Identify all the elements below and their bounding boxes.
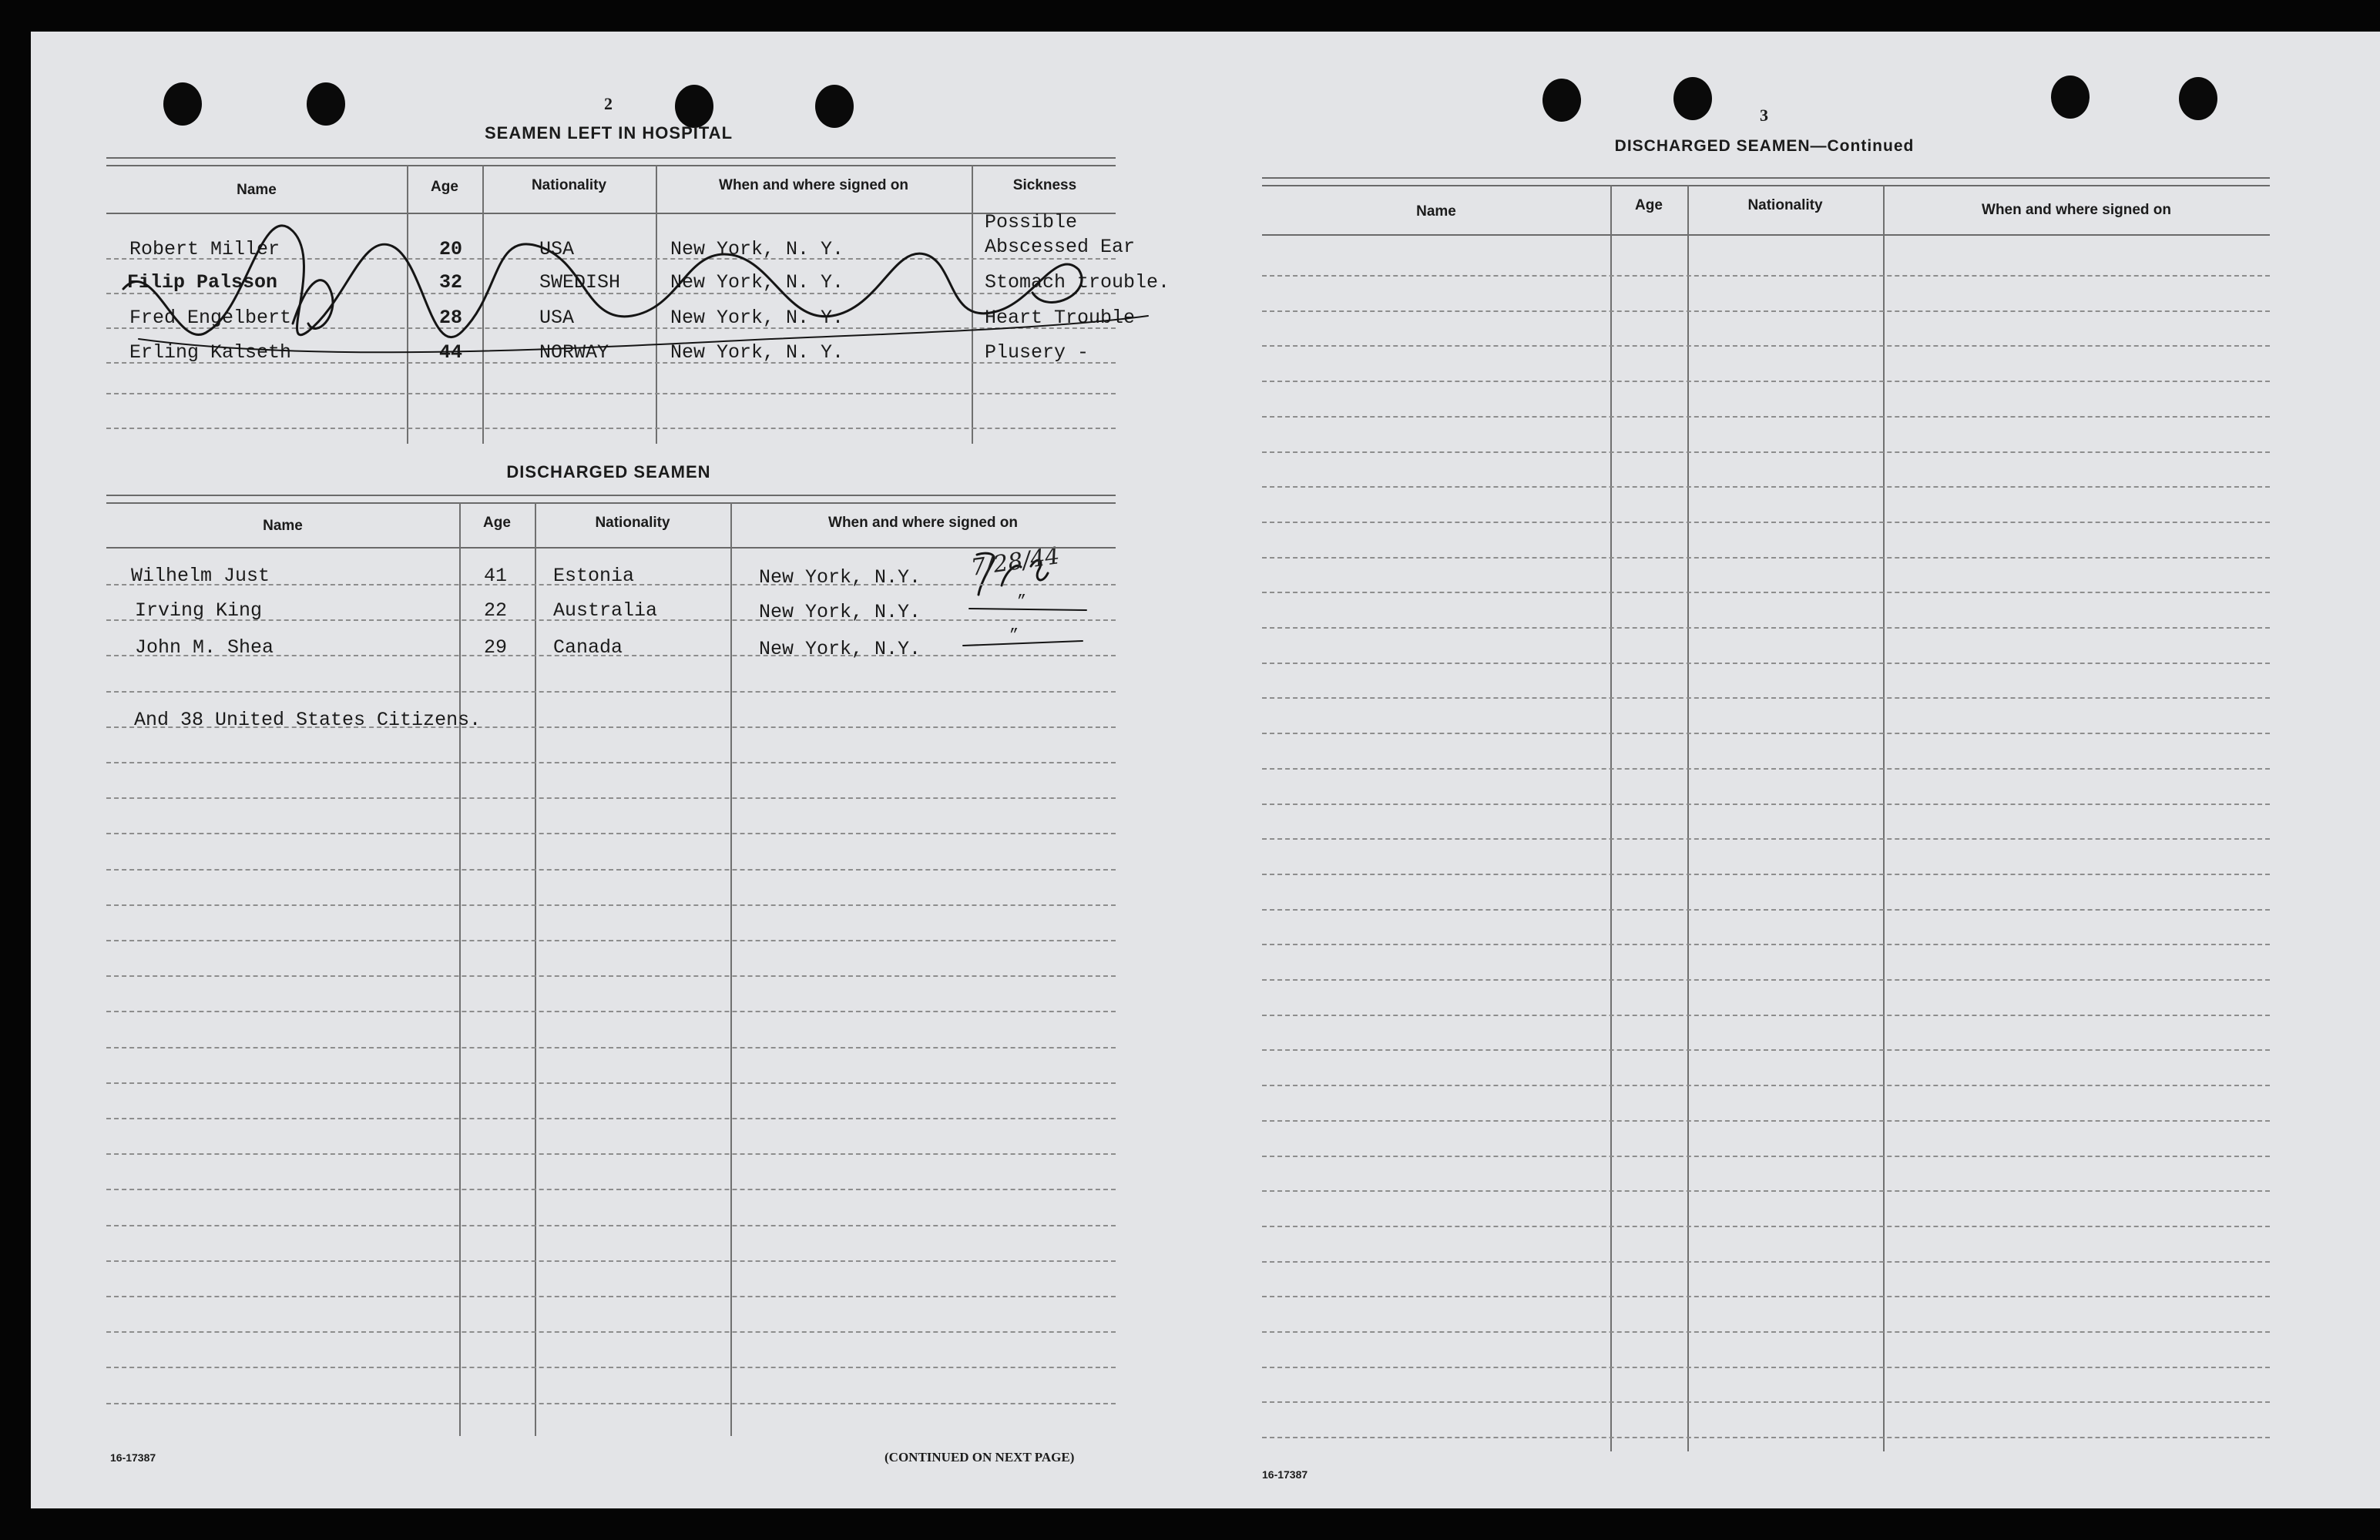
ruled-line [1262, 1437, 2270, 1438]
ruled-line [1262, 1120, 2270, 1122]
seaman-sickness: Heart Trouble [985, 307, 1136, 329]
ruled-line [106, 1118, 1116, 1119]
ruled-line [1262, 944, 2270, 945]
citizens-summary: And 38 United States Citizens. [134, 709, 482, 731]
seaman-signed: New York, N. Y. [670, 238, 844, 260]
ruled-line [1262, 451, 2270, 453]
ruled-line [106, 1331, 1116, 1333]
discharged-section-title: DISCHARGED SEAMEN [506, 462, 711, 481]
ruled-line [106, 1367, 1116, 1368]
discharged-continued-title: DISCHARGED SEAMEN—Continued [1614, 137, 1915, 155]
ditto-line [969, 609, 1086, 610]
ruled-line [1262, 381, 2270, 382]
scribble-cross-out [123, 226, 1082, 337]
ruled-line [1262, 627, 2270, 629]
seaman-signed: New York, N.Y. [759, 566, 921, 589]
seaman-nationality: NORWAY [539, 341, 609, 364]
ruled-line [106, 1082, 1116, 1084]
seaman-nationality: Australia [553, 599, 658, 622]
ditto-line [963, 641, 1083, 646]
seaman-sickness-line2: Abscessed Ear [985, 236, 1136, 258]
seaman-age: 20 [439, 238, 463, 260]
ruled-line [1262, 663, 2270, 664]
continued-col-name: Name [1416, 203, 1456, 220]
ruled-line [1262, 1367, 2270, 1368]
page-number-left: 2 [604, 94, 613, 113]
ruled-line [106, 1047, 1116, 1048]
seaman-signed: New York, N. Y. [670, 307, 844, 329]
discharged-col-nationality: Nationality [595, 515, 670, 531]
seaman-signed: New York, N.Y. [759, 638, 921, 660]
continued-note: (CONTINUED ON NEXT PAGE) [885, 1450, 1075, 1465]
form-number-left: 16-17387 [110, 1451, 156, 1464]
ruled-line [106, 1189, 1116, 1190]
seaman-age: 28 [439, 307, 463, 329]
seaman-name: Robert Miller [129, 238, 280, 260]
seaman-nationality: SWEDISH [539, 271, 621, 294]
page-number-right: 3 [1760, 106, 1768, 125]
seaman-signed: New York, N. Y. [670, 271, 844, 294]
seaman-nationality: Estonia [553, 565, 635, 587]
ruled-line [1262, 416, 2270, 418]
ruled-line [1262, 1331, 2270, 1333]
hospital-col-nationality: Nationality [531, 177, 607, 193]
handwritten-ditto: ” [1009, 627, 1019, 645]
ruled-line [1262, 1156, 2270, 1157]
ruled-line [1262, 1190, 2270, 1192]
seaman-nationality: Canada [553, 636, 623, 659]
ruled-line [1262, 733, 2270, 734]
ruled-line [1262, 909, 2270, 911]
hospital-col-age: Age [431, 179, 458, 195]
ruled-line [106, 691, 1116, 693]
seaman-age: 41 [484, 565, 508, 587]
ruled-line [1262, 1085, 2270, 1086]
ruled-line [106, 833, 1116, 834]
seaman-name: Fred Engelbert [129, 307, 292, 329]
ruled-line [1262, 592, 2270, 593]
handwritten-ditto: ” [1017, 593, 1027, 611]
continued-col-signed: When and where signed on [1982, 202, 2171, 218]
seaman-age: 32 [439, 271, 463, 294]
ruled-line [1262, 1049, 2270, 1051]
seaman-sickness: Possible [985, 211, 1078, 233]
scribble-loop [293, 280, 333, 329]
seaman-name: Irving King [135, 599, 263, 622]
seaman-age: 29 [484, 636, 508, 659]
seaman-name: Filip Palsson [127, 271, 278, 294]
ruled-line [1262, 522, 2270, 523]
ruled-line [106, 940, 1116, 941]
ruled-line [106, 1296, 1116, 1297]
ruled-line [1262, 874, 2270, 875]
hospital-section-title: SEAMEN LEFT IN HOSPITAL [484, 123, 733, 143]
seaman-signed: New York, N. Y. [670, 341, 844, 364]
ruled-line [106, 762, 1116, 763]
ruled-line [1262, 1401, 2270, 1403]
ruled-line [1262, 345, 2270, 347]
form-number-right: 16-17387 [1262, 1468, 1308, 1481]
ruled-line [106, 869, 1116, 871]
ruled-line [1262, 804, 2270, 805]
seaman-nationality: USA [539, 238, 575, 260]
scribble-line [139, 316, 1148, 352]
seaman-sickness: Stomach trouble. [985, 271, 1170, 294]
discharged-col-signed: When and where signed on [828, 515, 1018, 531]
seaman-name: John M. Shea [135, 636, 274, 659]
hospital-col-signed: When and where signed on [719, 177, 908, 193]
ruled-line [1262, 1261, 2270, 1263]
ruled-line [1262, 768, 2270, 770]
ruled-line [1262, 557, 2270, 559]
ruled-line [106, 1260, 1116, 1262]
seaman-age: 44 [439, 341, 463, 364]
ruled-line [1262, 486, 2270, 488]
seaman-name: Erling Kalseth [129, 341, 292, 364]
ruled-line [106, 904, 1116, 906]
hospital-col-sickness: Sickness [1012, 177, 1077, 193]
ruled-line [1262, 310, 2270, 312]
handwritten-note: 7/28/44 [969, 542, 1062, 582]
seaman-age: 22 [484, 599, 508, 622]
ruled-line [106, 1153, 1116, 1155]
continued-col-nationality: Nationality [1747, 197, 1823, 213]
hospital-col-name: Name [237, 182, 277, 198]
seaman-nationality: USA [539, 307, 575, 329]
ruled-line [1262, 1015, 2270, 1016]
ruled-line [1262, 697, 2270, 699]
ruled-line [106, 797, 1116, 799]
ruled-line [106, 1011, 1116, 1012]
discharged-col-name: Name [263, 518, 303, 534]
ruled-line [1262, 838, 2270, 840]
seaman-signed: New York, N.Y. [759, 601, 921, 623]
continued-col-age: Age [1635, 197, 1663, 213]
seaman-sickness: Plusery - [985, 341, 1089, 364]
ruled-line [106, 1225, 1116, 1226]
ruled-line [106, 975, 1116, 977]
ruled-line [1262, 1226, 2270, 1227]
ruled-line [1262, 275, 2270, 277]
discharged-col-age: Age [483, 515, 511, 531]
ruled-line [1262, 1296, 2270, 1297]
ruled-line [106, 1403, 1116, 1404]
seaman-name: Wilhelm Just [131, 565, 270, 587]
ruled-line [1262, 979, 2270, 981]
